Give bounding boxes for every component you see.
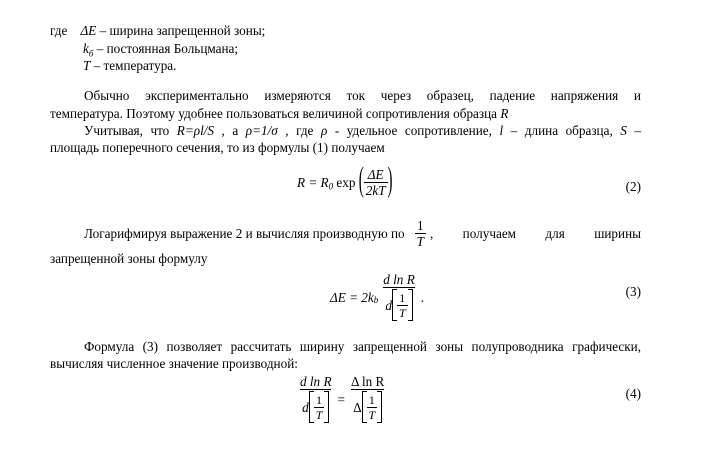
eq3-tail: . [420,289,425,305]
rho-symbol: ρ [320,123,328,138]
para2-text-d: - удельное сопротивление, [327,123,500,138]
eq2-sub: 0 [328,181,334,192]
length-symbol: l [499,123,504,138]
eq4-left-num: d ln R [300,374,332,389]
eq2-fraction [364,168,388,197]
boltzmann-subscript: б [88,48,94,59]
para1-line1: Обычно экспериментально измеряются ток через образец, падение напряжения и [84,88,641,103]
equation-2 [297,163,393,200]
eq2-open-paren: ( [358,163,364,200]
para2-text-a: Учитывая, что [84,123,177,138]
eq4-right-fraction [349,375,386,423]
para4-line1: Формула (3) позволяет рассчитать ширину запрещенной зоны полупроводника графически, [84,339,641,354]
legend-line-1 [50,24,265,37]
para2-line1 [84,124,641,137]
eq3-den [383,287,414,321]
legend-desc-3: – температура. [90,58,177,73]
para3-line1 [84,219,641,248]
legend-desc-2: – постоянная Больцмана; [93,41,239,56]
para1-line2-text: температура. Поэтому удобнее пользоваться величиной сопротивления образца [50,106,501,121]
eq3-sub: b [373,295,379,306]
para3-text-b: , получаем для ширины [429,226,641,242]
eq3-inner-den: T [398,305,406,320]
eq4-right-inner-frac [367,394,378,421]
eq2-lhs: R = R [297,175,329,191]
equation-4 [298,375,386,423]
eq2-exp: exp [333,175,356,191]
eq2-den: 2kT [365,183,386,199]
para3-fraction [415,219,426,248]
eq4-left-inner-num: 1 [316,392,323,407]
eq4-right-den-delta: Δ [353,399,362,415]
eq3-bracket [392,289,413,321]
eq4-left-fraction [298,375,334,423]
eq3-inner-frac [397,292,408,319]
eq4-left-den [300,389,331,423]
para3-line2: запрещенной зоны формулу [50,251,208,266]
eq4-right-bracket [362,391,383,423]
delta-e-symbol: ΔE [80,23,97,38]
eq4-right-inner-num: 1 [368,392,375,407]
para3-text-a: Логарифмируя выражение 2 и вычисляя производную по [84,226,405,242]
area-symbol: S [620,123,627,138]
eq4-right-den [351,389,384,423]
eq3-fraction [381,273,417,321]
eq4-left-bracket [309,391,330,423]
eq4-equals: = [337,391,345,407]
para2-text-e: – длина образца, [503,123,621,138]
temperature-symbol: T [83,58,91,73]
boltzmann-symbol: k [83,41,89,56]
eq3-number: (3) [625,284,641,299]
para4-line2: вычисляя численное значение производной: [50,356,298,371]
para2-text-c: , где [277,123,321,138]
eq4-number: (4) [625,386,641,401]
eq4-left-den-d: d [302,399,309,415]
eq4-left-inner-den: T [315,407,323,422]
formula-r-rho: R=ρl/S [176,123,215,138]
eq2-num: ΔE [367,167,384,182]
eq4-right-inner-den: T [368,407,376,422]
eq3-num: d ln R [383,272,415,287]
where-word: где [50,23,68,38]
eq3-den-d: d [385,297,392,313]
legend-line-2 [83,42,238,59]
para1-line2 [50,107,508,120]
para2-text-b: , а [214,123,246,138]
para3-frac-num: 1 [417,218,424,233]
para2-text-f: – [626,123,642,138]
legend-desc-1: – ширина запрещенной зоны; [96,23,266,38]
eq4-right-num: Δ ln R [350,374,385,389]
eq2-close-paren: ) [387,163,393,200]
equation-3 [330,273,424,321]
eq2-number: (2) [625,179,641,194]
eq3-inner-num: 1 [399,290,406,305]
eq3-lhs: ΔE = 2k [330,289,374,305]
legend-line-3 [83,59,176,72]
resistance-symbol: R [500,106,509,121]
para2-line2: площадь поперечного сечения, то из формулы (1) получаем [50,140,385,155]
para3-frac-den: T [416,234,424,250]
eq4-left-inner-frac [314,394,325,421]
formula-rho-sigma: ρ=1/σ [245,123,278,138]
